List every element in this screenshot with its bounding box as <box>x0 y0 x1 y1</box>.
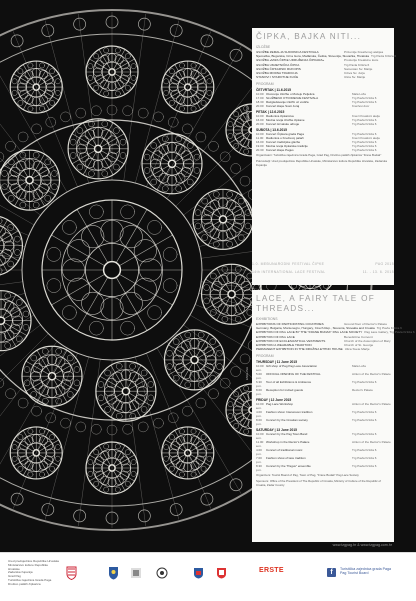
exhibition-name: EXHIBITION A WEARABLE TRADITION <box>256 343 312 348</box>
event-time: 8.00 p.m. <box>256 418 262 427</box>
event-name: Modna revija čipkarske tradicije <box>266 144 308 149</box>
event-name: Koncert klape Sveti Juraj <box>266 104 300 109</box>
program-panel-english <box>252 290 415 542</box>
event-venue: Atrium of the Rector's Palace <box>352 372 391 377</box>
sponsor-text-line: Zadarska županija <box>8 570 33 575</box>
facebook-icon[interactable]: f <box>327 568 336 577</box>
event-time: 20.30 <box>256 148 264 153</box>
event-name: Tour of all Exhibitions & Ambience <box>266 380 312 385</box>
exhibition-venue: Benedictine Convent <box>344 334 373 339</box>
sponsor-text-line: Društvo paških čipkarica <box>8 581 41 586</box>
pag-town-crest-logo <box>108 566 119 580</box>
festival-name-hr: 1.0. MEĐUNARODNI FESTIVAL ČIPKE <box>252 262 325 266</box>
event-time: 6.30 p.m. <box>256 380 262 389</box>
event-name: Otvorenje izložbe u Muzeju Pelješca <box>266 92 315 97</box>
program-schedule <box>256 88 390 152</box>
event-time: 10.00 <box>256 92 264 97</box>
program-day-label: PETAK | 12.6.2015 <box>256 110 285 115</box>
event-venue: Trg Pavla Kršića 6 <box>352 380 377 385</box>
exhibition-venue: Church of St. George <box>344 343 374 348</box>
event-time: 20.00 <box>256 122 264 127</box>
event-venue: Trg Pavla Kršića 6 <box>352 464 377 469</box>
ministry-logo <box>130 567 142 579</box>
exhibition-venue: Ulica Svete Marije <box>344 347 370 352</box>
exhibition-venue: Trg Pavla Kršića 6 <box>376 326 402 331</box>
program-event <box>256 448 390 456</box>
exhibition-name: EXHIBITION OF ECCLESIASTICAL VESTMENTS <box>256 338 326 343</box>
event-name: OFFICIAL OPENING OF THE FESTIVAL <box>266 372 321 377</box>
event-name: Concert by the Pag Town Band <box>266 432 308 437</box>
event-time: 10.00 a.m. <box>256 432 264 441</box>
event-time: 10.00 a.m. <box>256 402 264 411</box>
sponsor-text-line: Ured predsjednice Republike Hrvatske <box>8 559 60 563</box>
exhibition-name: IZLOŽBA MODNA TRADICIJA <box>256 71 298 76</box>
program-event <box>256 122 390 126</box>
program-day-label: FRIDAY | 12 June 2015 <box>256 398 292 403</box>
exhibition-venue: Ulica Sv. Marije <box>344 75 366 80</box>
event-time: 10.00 a.m. <box>256 364 264 373</box>
erste-bank-logo: ERSTE <box>259 567 284 574</box>
sponsor-footer <box>0 552 416 601</box>
event-time: 8.30 p.m. <box>256 464 262 473</box>
program-heading: PROGRAM <box>256 82 274 87</box>
exhibition-venue: Trg Pavla Kršića 6 <box>344 62 370 67</box>
exhibition-name: PERMANENT EXHIBITION IN THE DRUŽINA ETHNO HOUSE <box>256 347 343 352</box>
program-event <box>256 388 390 396</box>
exhibition-venue: Trg Pavla Kršića 6 <box>370 54 397 59</box>
event-time: 11.00 <box>256 136 264 141</box>
exhibition-name: IZLOŽBA UMJETNIČKA ČIPKA <box>256 62 300 67</box>
program-day-label: SUBOTA | 13.6.2015 <box>256 128 287 133</box>
event-name: Razgledavanje izložbi uz vodiča <box>266 100 309 105</box>
event-venue: Trg Pavla Kršića 6 <box>352 122 377 127</box>
event-name: Radionica u Kneževoj palači <box>266 136 304 141</box>
exhibition-name: IZLOŽBA «MIZA ČIPKE UDRUŽENJA ČIPKARA» <box>256 58 325 63</box>
program-event <box>256 432 390 440</box>
event-time: 7.00 p.m. <box>256 456 262 465</box>
festival-line-english <box>252 270 394 274</box>
exhibition-list <box>256 50 397 80</box>
event-name: Koncert tradicijske glazbe <box>266 140 301 145</box>
event-time: 11.00 a.m. <box>256 440 264 449</box>
event-venue: Mala Loža <box>352 364 366 369</box>
organizers-note: Organizers: Tourist Board of Pag, Town of Pag, "Frane Budak" Pag Lace Society <box>256 473 359 478</box>
exhibition-venue: Ground floor of Rector's Palace <box>344 322 388 326</box>
tourist-board-logo <box>216 567 227 579</box>
exhibition-venue: Samostan Sv. Marije <box>344 66 373 71</box>
exhibitions-heading: IZLOŽBE <box>256 45 271 49</box>
sponsor-text-line: Turistička zajednica Grada Paga <box>8 577 52 582</box>
event-time: 17.00 <box>256 96 264 101</box>
event-name: Concert by the Croatian society <box>266 418 308 423</box>
exhibition-name: Germany, Bulgaria, Montenegro, Hungary, Czech Rep., Slovenia, Slovakia and Croatia <box>256 326 375 331</box>
event-venue: Trg Pavla Kršića 6 <box>352 132 377 137</box>
event-time: 19.00 <box>256 144 264 149</box>
event-venue: Knezi Kreativni atelje <box>352 114 381 119</box>
event-venue: Kneževi dvor <box>352 104 370 109</box>
event-venue: Atrium of the Rector's Palace <box>352 440 391 445</box>
festival-line-croatian <box>252 262 394 266</box>
exhibition-list <box>256 322 415 352</box>
sponsor-text-line: Grad Pag <box>8 574 21 579</box>
event-time: 10.00 <box>256 132 264 137</box>
exhibition-name: Njemačka, Bugarska, Crna Gora, Mađarska, Češka, Slovenija, Slovačka, Hrvatska <box>256 54 369 59</box>
event-name: Concert of traditional music <box>266 448 303 453</box>
patronage-note: Sponsors: Office of the President of The Republic of Croatia, Ministry of Culture of the Republic of Croatia, Zadar County <box>256 479 381 488</box>
event-name: Koncert Čipkara grada Paga <box>266 132 304 137</box>
event-time: 16.00 <box>256 140 264 145</box>
program-day-label: ČETVRTAK | 11.6.2015 <box>256 88 291 93</box>
program-event <box>256 104 390 108</box>
event-venue: Trg Pavla Kršića 6 <box>352 144 377 149</box>
event-name: Modna revija izložbe čipkane <box>266 118 305 123</box>
facebook-line-2: Pag Tourist Board <box>340 571 369 576</box>
side-label-croatian: HRVATSKI <box>245 105 249 120</box>
event-time: 18.30 <box>256 100 264 105</box>
program-event <box>256 464 390 472</box>
event-venue: Trg Pavla Kršića 6 <box>352 140 377 145</box>
exhibition-name: EXHIBITIONS OF PARTICIPATING COUNTRIES <box>256 322 324 326</box>
event-name: Gift shop of Pag Pag Lace Association <box>266 364 318 369</box>
exhibition-name: EXHIBITION OF PAG LACE <box>256 334 295 339</box>
program-event <box>256 372 390 380</box>
event-venue: Trg Pavla Kršića 6 <box>352 96 377 101</box>
exhibition-name: STANOVI I STAROTIJE KUĆE <box>256 75 299 80</box>
program-event <box>256 410 390 418</box>
exhibition-venue: Pag Lace Gallery, Trg Pavla Kršića 6 <box>364 330 415 335</box>
organizers-note: Organizatori: Turistička zajednica Grada Paga, Grad Pag, Društvo paških čipkarica "Frane Budak" <box>256 153 382 158</box>
exhibition-name: IZLOŽBE ZEMALJA SUDIONICA FESTIVALA <box>256 50 319 54</box>
event-venue: Trg Pavla Kršića 6 <box>352 118 377 123</box>
facebook-page-text[interactable] <box>340 567 410 576</box>
event-name: Workshop in the Rector's Palace <box>266 440 310 445</box>
program-panel-croatian <box>252 28 397 285</box>
event-time: 20.00 <box>256 104 264 109</box>
exhibitions-heading: EXHIBITIONS <box>256 317 278 321</box>
website-link[interactable]: www.tzgpag.hr & www.tzgpag.com.hr <box>332 543 392 547</box>
exhibition-venue: Church of the Assumption of Mary <box>344 338 391 343</box>
county-logo <box>193 567 204 579</box>
event-name: Pag Lace Workshop <box>266 402 293 407</box>
festival-dates-en: 11. - 13. 6. 2015 <box>362 270 394 274</box>
festival-name-en: 14th INTERNATIONAL LACE FESTIVAL <box>252 270 326 274</box>
program-schedule <box>256 360 390 472</box>
event-name: SLUŽBENO OTVORENJE FESTIVALA <box>266 96 319 101</box>
event-name: Koncert klape Pagus <box>266 148 294 153</box>
program-event <box>256 364 390 372</box>
event-name: Concert by the "Pagus" ensemble <box>266 464 311 469</box>
event-venue: Trg Pavla Kršića 6 <box>352 418 377 423</box>
exhibition-item <box>256 75 390 79</box>
event-venue: Mala Loža <box>352 92 366 97</box>
event-venue: Trg Pavla Kršića 6 <box>352 410 377 415</box>
patronage-note: Pokrovitelji: Ured predsjednice Republike Hrvatske, Ministarstvo kulture Republike Hrvatske, Zadarska županija <box>256 159 387 168</box>
program-heading: PROGRAM <box>256 354 274 359</box>
panel-title: ČIPKA, BAJKA NITI... <box>256 32 362 41</box>
facebook-line-1: Turistička zajednica grada Paga <box>340 567 392 571</box>
event-name: Radionica čipkarstva <box>266 114 294 119</box>
event-time: 8.00 p.m. <box>256 388 262 397</box>
event-venue: Rector's Palace <box>352 388 373 393</box>
event-venue: Atrium of the Rector's Palace <box>352 402 391 407</box>
event-venue: Trg Pavla Kršića 6 <box>352 448 377 453</box>
program-event <box>256 418 390 426</box>
program-day-label: THURSDAY | 11 June 2015 <box>256 360 298 365</box>
event-name: Fashion show: Interwoven tradition <box>266 410 313 415</box>
program-event <box>256 148 390 152</box>
festival-dates-hr: PAG 2015 <box>375 262 394 266</box>
event-time: 4.00 p.m. <box>256 448 262 457</box>
exhibition-name: IZLOŽBA ČIPKARSKI RUKOPIS <box>256 66 301 71</box>
lace-society-logo <box>156 567 168 579</box>
coat-of-arms-logo <box>66 566 77 580</box>
exhibition-venue: Prizemlje Kreativnog atelijea <box>344 50 384 54</box>
event-venue: Trg Pavla Kršića 6 <box>352 456 377 461</box>
event-name: Reception for invited guests <box>266 388 304 393</box>
program-event <box>256 440 390 448</box>
event-venue: Trg Pavla Kršića 6 <box>352 100 377 105</box>
program-event <box>256 380 390 388</box>
event-time: 5.00 p.m. <box>256 372 262 381</box>
event-name: Fashion show of lace tradition <box>266 456 306 461</box>
exhibition-venue: Prostorije Kreativne kuće <box>344 58 379 63</box>
program-event <box>256 456 390 464</box>
event-name: Koncert Hrvatske udruge <box>266 122 300 127</box>
side-label-english: ENGLISH <box>245 366 249 380</box>
sponsor-text-line: Ministarstvo kulture Republike Hrvatske <box>8 562 49 571</box>
panel-title: LACE, A FAIRY TALE OF THREADS... <box>256 294 376 313</box>
event-time: 4.00 p.m. <box>256 410 262 419</box>
exhibition-venue: Crkva Sv. Jurja <box>344 71 365 76</box>
exhibition-item <box>256 347 390 351</box>
program-event <box>256 402 390 410</box>
event-time: 16.00 <box>256 118 264 123</box>
event-time: 10.00 <box>256 114 264 119</box>
event-venue: Trg Pavla Kršića 6 <box>352 148 377 153</box>
event-venue: Knezi Kreativni atelje <box>352 136 381 141</box>
program-day-label: SATURDAY | 13 June 2015 <box>256 428 297 433</box>
event-venue: Trg Pavla Kršića 6 <box>352 432 377 437</box>
exhibition-name: EXHIBITION OF PAG LACE BY THE "FRANE BUDAK" PAG LACE SOCIETY <box>256 330 363 335</box>
sponsor-text-list <box>8 560 60 587</box>
